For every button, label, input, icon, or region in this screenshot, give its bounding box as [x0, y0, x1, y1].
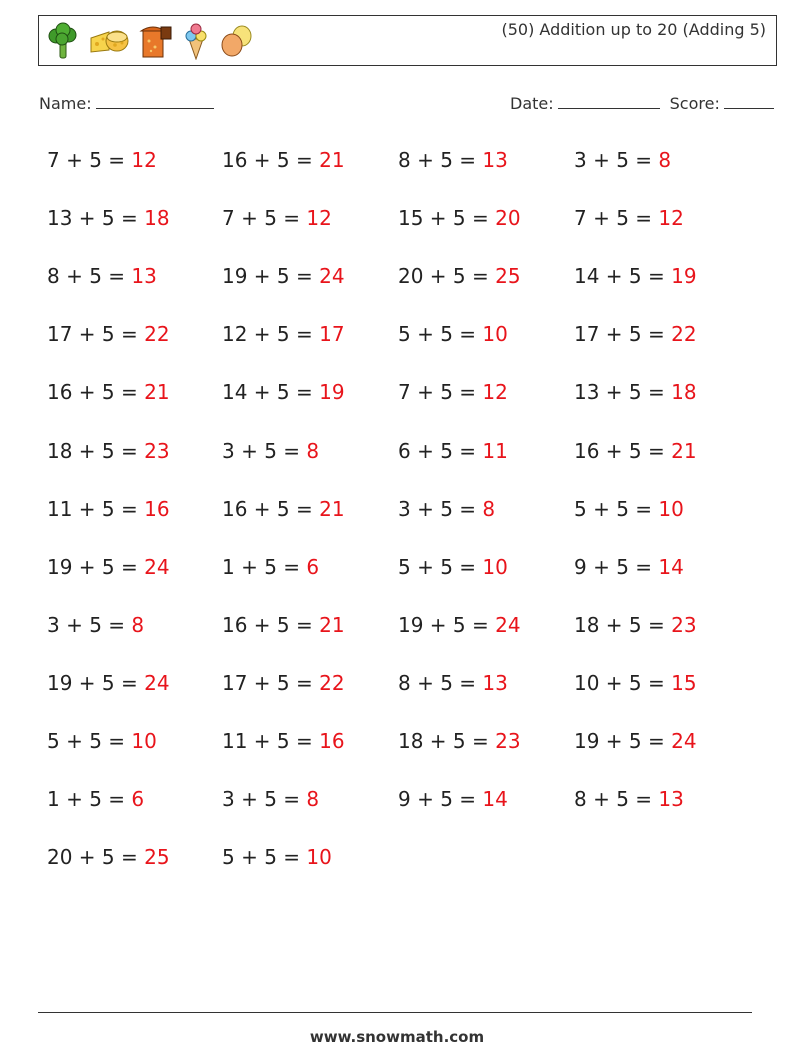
problem-answer: 22 [144, 322, 170, 347]
problem-item [47, 264, 157, 288]
problem-question: 17 + 5 = [47, 322, 145, 347]
problem-question: 7 + 5 = [398, 380, 483, 405]
problem-question: 9 + 5 = [398, 787, 483, 812]
problem-item [398, 439, 508, 463]
problem-question: 18 + 5 = [398, 729, 496, 753]
problem-question: 3 + 5 = [398, 496, 483, 521]
problem-item [47, 322, 170, 346]
problem-item [47, 729, 157, 753]
problem-question: 16 + 5 = [574, 438, 672, 463]
problem-item [222, 845, 332, 869]
problem-question: 20 + 5 = [398, 264, 496, 289]
problem-question: 1 + 5 = [47, 787, 132, 812]
problem-item [222, 497, 345, 521]
problem-item [574, 787, 684, 811]
problem-question: 11 + 5 = [222, 729, 320, 753]
problem-item [47, 555, 170, 579]
problem-answer: 12 [658, 206, 684, 231]
problem-item [47, 497, 170, 521]
problem-question: 13 + 5 = [47, 206, 145, 231]
problem-item [222, 671, 345, 695]
problem-item [574, 322, 697, 346]
problem-item [222, 148, 345, 172]
problem-question: 14 + 5 = [222, 380, 320, 405]
problem-question: 19 + 5 = [47, 670, 145, 695]
problem-question: 10 + 5 = [574, 670, 672, 695]
problem-question: 8 + 5 = [398, 148, 483, 172]
problem-item [574, 497, 684, 521]
problem-answer: 24 [671, 729, 697, 753]
name-label: Name: [39, 94, 92, 113]
problem-item [47, 787, 144, 811]
problem-answer: 23 [144, 438, 170, 463]
problem-answer: 13 [658, 787, 684, 812]
problem-item [398, 206, 521, 230]
problem-item [47, 613, 144, 637]
problem-item [222, 322, 345, 346]
problem-answer: 10 [482, 554, 508, 579]
problem-answer: 12 [131, 148, 157, 172]
problem-answer: 20 [495, 206, 521, 231]
problem-answer: 6 [306, 554, 320, 579]
problem-item [398, 264, 521, 288]
problem-answer: 19 [671, 264, 697, 289]
problem-question: 9 + 5 = [574, 554, 659, 579]
problem-item [222, 206, 332, 230]
problem-answer: 25 [144, 845, 170, 870]
problem-item [574, 671, 697, 695]
problem-answer: 8 [306, 787, 320, 812]
problem-answer: 10 [131, 729, 157, 753]
problem-answer: 8 [658, 148, 672, 172]
problem-item [47, 845, 170, 869]
problem-question: 16 + 5 = [222, 496, 320, 521]
problem-answer: 10 [482, 322, 508, 347]
problem-answer: 18 [144, 206, 170, 231]
problem-answer: 8 [482, 496, 496, 521]
problem-answer: 14 [482, 787, 508, 812]
problem-answer: 16 [319, 729, 345, 753]
problem-answer: 19 [319, 380, 345, 405]
problem-question: 1 + 5 = [222, 554, 307, 579]
problem-question: 7 + 5 = [222, 206, 307, 231]
problem-answer: 23 [671, 612, 697, 637]
problem-question: 5 + 5 = [398, 554, 483, 579]
problem-answer: 8 [306, 438, 320, 463]
problem-answer: 10 [658, 496, 684, 521]
problem-item [574, 439, 697, 463]
problem-question: 14 + 5 = [574, 264, 672, 289]
problem-answer: 21 [319, 148, 345, 172]
problem-answer: 24 [144, 554, 170, 579]
problem-answer: 17 [319, 322, 345, 347]
problem-item [574, 555, 684, 579]
problem-question: 18 + 5 = [47, 438, 145, 463]
problem-answer: 14 [658, 554, 684, 579]
problem-item [47, 439, 170, 463]
problem-item [222, 380, 345, 404]
problem-answer: 21 [319, 496, 345, 521]
problem-question: 7 + 5 = [47, 148, 132, 172]
problem-item [222, 264, 345, 288]
problem-answer: 13 [131, 264, 157, 289]
problem-question: 7 + 5 = [574, 206, 659, 231]
problem-question: 20 + 5 = [47, 845, 145, 870]
problem-answer: 13 [482, 148, 508, 172]
problem-question: 8 + 5 = [47, 264, 132, 289]
problem-item [398, 555, 508, 579]
problem-question: 16 + 5 = [222, 612, 320, 637]
problem-answer: 12 [482, 380, 508, 405]
problem-item [398, 322, 508, 346]
problem-item [47, 148, 157, 172]
problem-question: 18 + 5 = [574, 612, 672, 637]
problem-item [47, 380, 170, 404]
problem-answer: 18 [671, 380, 697, 405]
problem-question: 16 + 5 = [222, 148, 320, 172]
worksheet-title: (50) Addition up to 20 (Adding 5) [501, 20, 766, 39]
problem-item [574, 613, 697, 637]
problem-question: 5 + 5 = [222, 845, 307, 870]
score-label: Score: [669, 94, 720, 113]
problem-item [574, 380, 697, 404]
problem-answer: 22 [319, 670, 345, 695]
problem-question: 8 + 5 = [574, 787, 659, 812]
problem-question: 16 + 5 = [47, 380, 145, 405]
problem-question: 3 + 5 = [222, 787, 307, 812]
problem-question: 17 + 5 = [222, 670, 320, 695]
problem-item [574, 148, 671, 172]
date-label: Date: [510, 94, 554, 113]
problem-item [222, 439, 319, 463]
problem-question: 3 + 5 = [222, 438, 307, 463]
problem-answer: 15 [671, 670, 697, 695]
problem-question: 3 + 5 = [47, 612, 132, 637]
problem-question: 19 + 5 = [398, 612, 496, 637]
problem-item [222, 729, 345, 753]
problem-answer: 21 [319, 612, 345, 637]
problem-question: 5 + 5 = [47, 729, 132, 753]
problem-item [398, 787, 508, 811]
problem-answer: 8 [131, 612, 145, 637]
problem-answer: 13 [482, 670, 508, 695]
problem-answer: 24 [319, 264, 345, 289]
problem-item [47, 206, 170, 230]
problem-question: 15 + 5 = [398, 206, 496, 231]
problem-question: 5 + 5 = [398, 322, 483, 347]
problem-answer: 21 [671, 438, 697, 463]
problem-question: 11 + 5 = [47, 496, 145, 521]
problem-question: 19 + 5 = [47, 554, 145, 579]
footer-url: www.snowmath.com [309, 1028, 485, 1046]
problem-answer: 22 [671, 322, 697, 347]
problem-item [398, 613, 521, 637]
problem-item [222, 555, 319, 579]
problem-item [398, 380, 508, 404]
problem-answer: 24 [495, 612, 521, 637]
problem-question: 19 + 5 = [574, 729, 672, 753]
problem-item [574, 729, 697, 753]
problem-answer: 24 [144, 670, 170, 695]
problem-item [222, 787, 319, 811]
problem-question: 5 + 5 = [574, 496, 659, 521]
problem-item [398, 148, 508, 172]
problem-question: 19 + 5 = [222, 264, 320, 289]
problem-answer: 23 [495, 729, 521, 753]
problem-question: 13 + 5 = [574, 380, 672, 405]
problem-item [47, 671, 170, 695]
problem-question: 8 + 5 = [398, 670, 483, 695]
problem-item [574, 206, 684, 230]
problem-answer: 16 [144, 496, 170, 521]
problem-item [574, 264, 697, 288]
problem-item [398, 671, 508, 695]
problem-item [222, 613, 345, 637]
problem-answer: 21 [144, 380, 170, 405]
footer-divider [38, 1012, 752, 1013]
problem-answer: 11 [482, 438, 508, 463]
problem-question: 17 + 5 = [574, 322, 672, 347]
problem-answer: 25 [495, 264, 521, 289]
problem-question: 12 + 5 = [222, 322, 320, 347]
problem-answer: 10 [306, 845, 332, 870]
problem-question: 6 + 5 = [398, 438, 483, 463]
problem-answer: 6 [131, 787, 145, 812]
problem-item [398, 729, 521, 753]
problem-question: 3 + 5 = [574, 148, 659, 172]
problem-answer: 12 [306, 206, 332, 231]
problem-item [398, 497, 495, 521]
